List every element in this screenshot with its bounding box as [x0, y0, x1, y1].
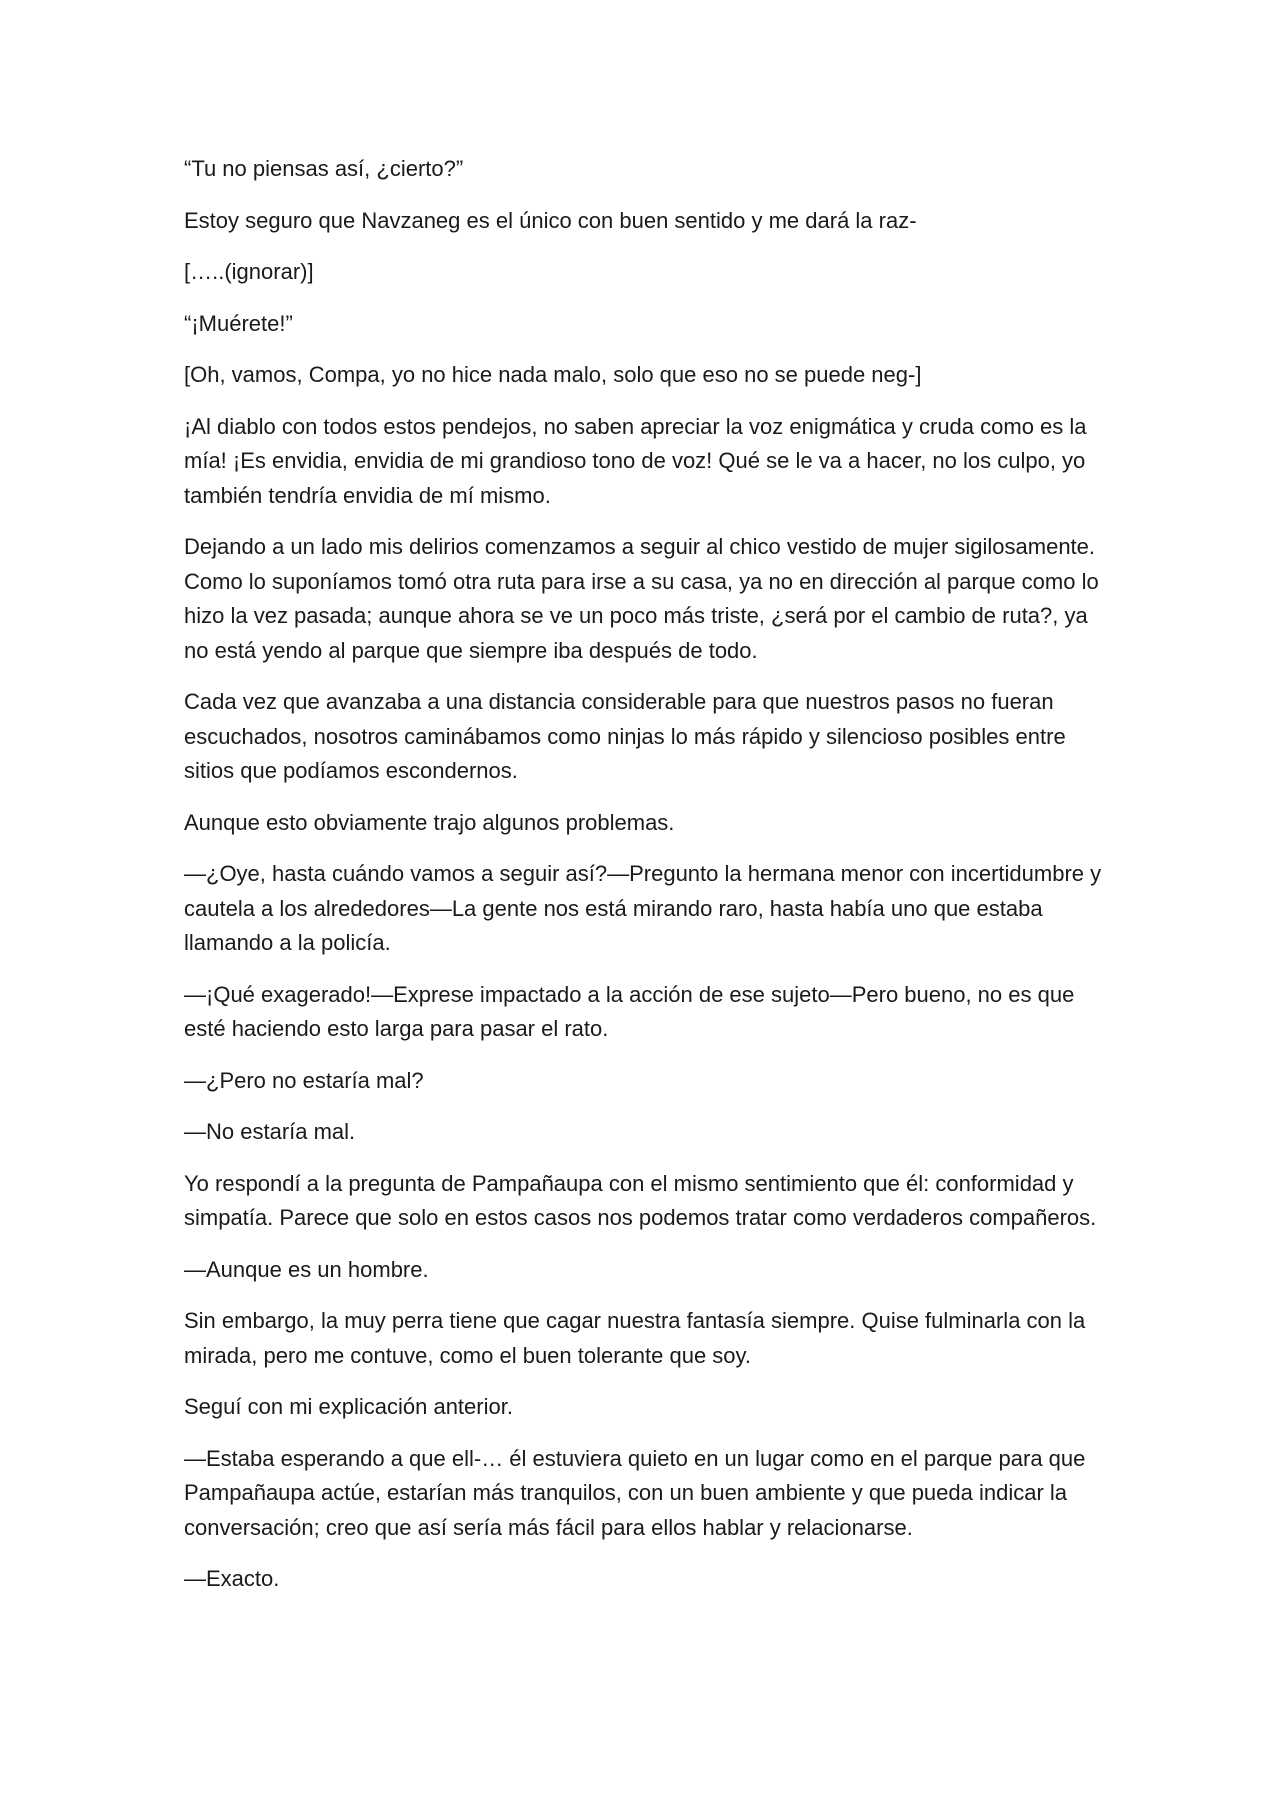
paragraph: —¿Oye, hasta cuándo vamos a seguir así?—Pregunto la hermana menor con incertidumbre y cautela a los alrededores—La gente nos está mirando raro, hasta había uno que estaba llamando a la policía. [184, 861, 1102, 955]
paragraph: […..(ignorar)] [184, 259, 314, 284]
paragraph: —Aunque es un hombre. [184, 1256, 429, 1282]
paragraph: Yo respondí a la pregunta de Pampañaupa con el mismo sentimiento que él: conformidad y simpatía. Parece que solo en estos casos nos podemos tratar como verdaderos compañeros. [184, 1170, 1097, 1230]
paragraph: Estoy seguro que Navzaneg es el único con buen sentido y me dará la raz- [184, 207, 917, 233]
paragraph: “Tu no piensas así, ¿cierto?” [184, 156, 464, 181]
paragraph: ¡Al diablo con todos estos pendejos, no saben apreciar la voz enigmática y cruda como es la mía! ¡Es envidia, envidia de mi grandioso tono de voz! Qué se le va a hacer, no los culpo, yo también tendría envidia de mí mismo. [184, 413, 1087, 508]
paragraph: Cada vez que avanzaba a una distancia considerable para que nuestros pasos no fueran escuchados, nosotros caminábamos como ninjas lo más rápido y silencioso posibles entre sitios que podíamos escondernos. [184, 689, 1066, 783]
paragraph: [Oh, vamos, Compa, yo no hice nada malo, solo que eso no se puede neg-] [184, 362, 922, 387]
paragraph: —¡Qué exagerado!—Exprese impactado a la acción de ese sujeto—Pero bueno, no es que esté haciendo esto larga para pasar el rato. [184, 981, 1075, 1041]
document-body [184, 152, 1114, 1614]
paragraph: Aunque esto obviamente trajo algunos problemas. [184, 809, 675, 835]
paragraph: —Exacto. [184, 1566, 280, 1591]
paragraph: Sin embargo, la muy perra tiene que cagar nuestra fantasía siempre. Quise fulminarla con la mirada, pero me contuve, como el buen tolerante que soy. [184, 1308, 1086, 1368]
paragraph: Seguí con mi explicación anterior. [184, 1394, 513, 1419]
paragraph: —Estaba esperando a que ell-… él estuviera quieto en un lugar como en el parque para que Pampañaupa actúe, estarían más tranquilos, con un buen ambiente y que pueda indicar la conversación; creo que así sería más fácil para ellos hablar y relacionarse. [184, 1445, 1086, 1540]
paragraph: —¿Pero no estaría mal? [184, 1067, 424, 1093]
paragraph: —No estaría mal. [184, 1119, 356, 1144]
paragraph: Dejando a un lado mis delirios comenzamos a seguir al chico vestido de mujer sigilosamente. Como lo suponíamos tomó otra ruta para irse a su casa, ya no en dirección al parque como lo hizo la vez pasada; aunque ahora se ve un poco más triste, ¿será por el cambio de ruta?, ya no está yendo al parque que siempre iba después de todo. [184, 534, 1099, 663]
paragraph: “¡Muérete!” [184, 310, 293, 336]
